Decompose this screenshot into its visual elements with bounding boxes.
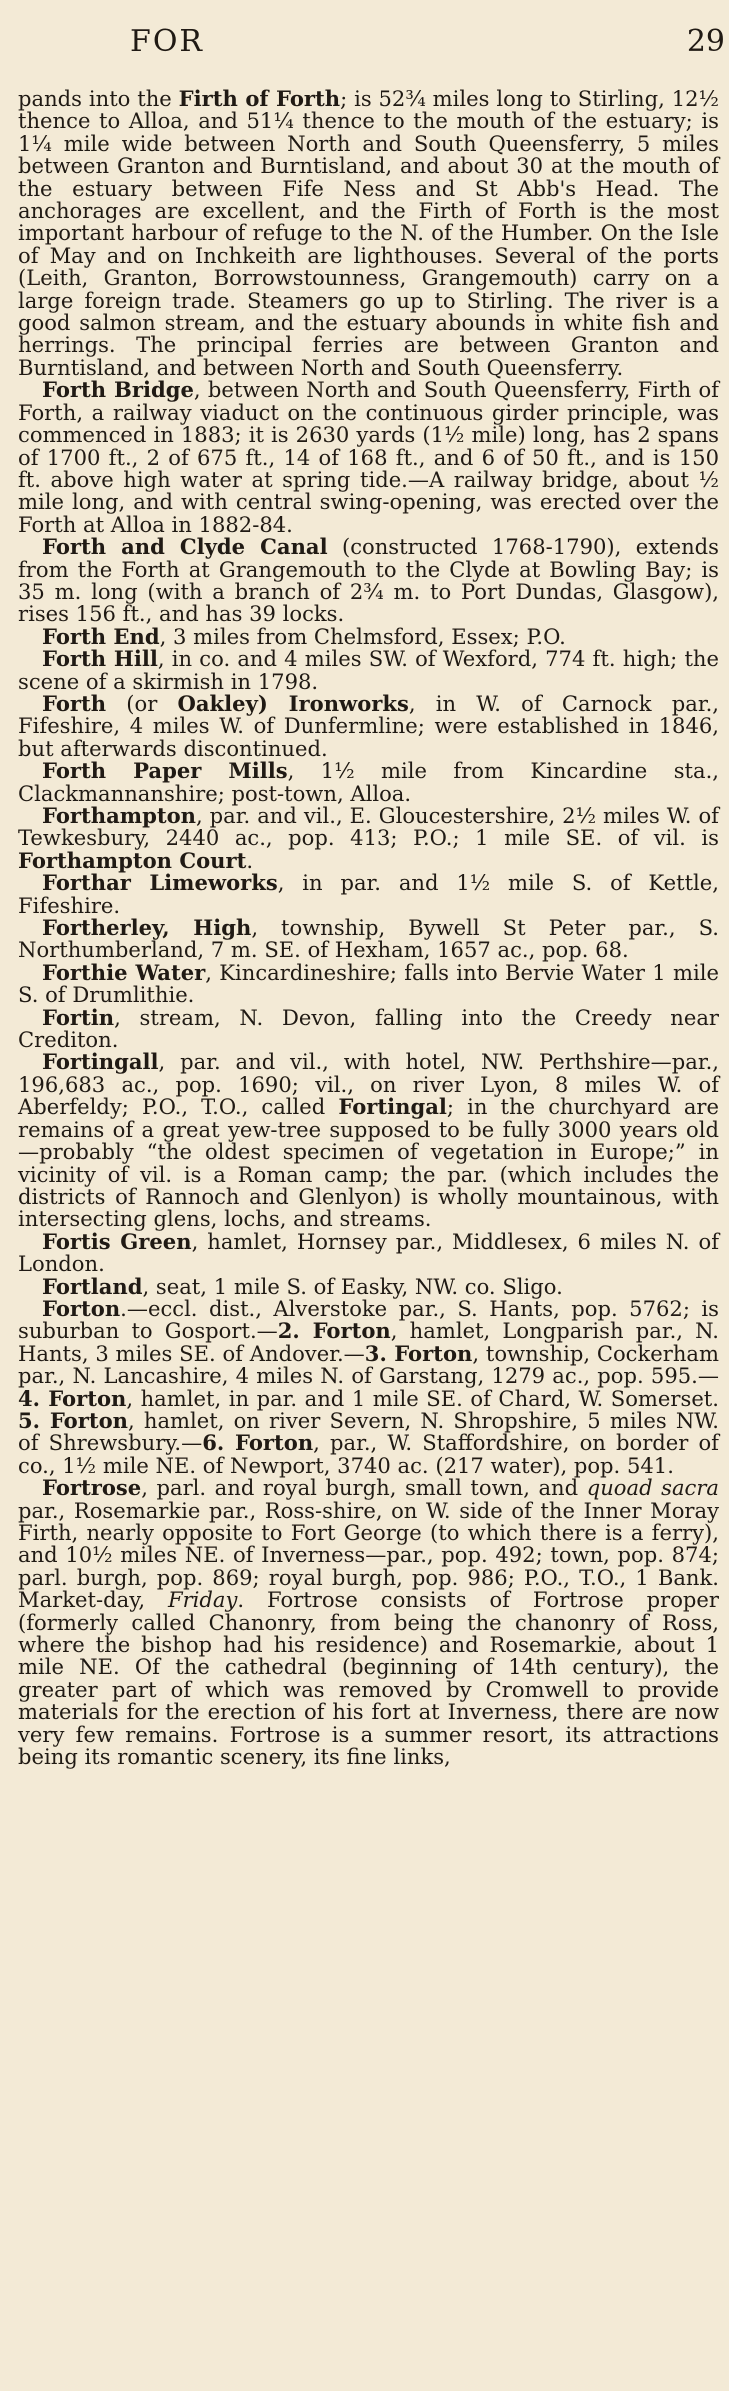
entry-headword: Fortis Green <box>42 1228 192 1254</box>
entry-headword: Fortrose <box>42 1475 142 1501</box>
entry-headword: Forthampton <box>42 803 196 828</box>
gazetteer-entry <box>18 760 719 805</box>
page-number: 29 <box>686 24 725 59</box>
entry-headword: Fortingal <box>338 1094 447 1120</box>
entry-headword: Oakley) Ironworks <box>177 690 409 716</box>
entry-headword: Fortingall <box>42 1049 159 1075</box>
entry-text: , parl. and royal burgh, small town, and <box>141 1475 587 1501</box>
entry-text: , in co. and 4 miles SW. of Wexford, 774 ft. high; the scene of a skirmish in 1798. <box>18 646 719 694</box>
gazetteer-entry <box>18 1004 719 1053</box>
entry-headword: Forthampton Court <box>18 847 247 873</box>
gazetteer-entry <box>18 379 719 536</box>
entry-text: pands into the <box>18 86 179 111</box>
entry-text: , township, Cockerham par., N. Lancashire, 4 miles N. of Garstang, 1279 ac., pop. 595.— <box>18 1340 719 1389</box>
entry-headword: Firth of Forth <box>178 86 341 111</box>
entry-text: , hamlet, on river Severn, N. Shropshire, 5 miles NW. of Shrewsbury.— <box>18 1407 719 1456</box>
gazetteer-entry <box>18 917 719 962</box>
entry-headword: 2. Forton <box>277 1318 391 1344</box>
entry-headword: Fortherley, High <box>42 915 252 941</box>
entry-headword: 6. Forton <box>202 1430 314 1456</box>
gazetteer-entry <box>18 959 719 1008</box>
gazetteer-entry <box>18 872 719 917</box>
entry-text: , hamlet, in par. and 1 mile SE. of Chard, W. Somerset. <box>126 1385 719 1411</box>
entry-text: , Kincardineshire; falls into Bervie Water 1 mile S. of Drumlithie. <box>18 959 719 1008</box>
italic-text: Friday <box>167 1587 238 1613</box>
entry-headword: Forth Hill <box>42 646 158 672</box>
entry-headword: Fortland <box>42 1273 143 1299</box>
entry-text: , township, Bywell St Peter par., S. Northumberland, 7 m. SE. of Hexham, 1657 ac., pop. 68. <box>18 915 719 963</box>
entry-text: , stream, N. Devon, falling into the Creedy near Crediton. <box>18 1004 719 1053</box>
gazetteer-entry <box>18 1295 719 1478</box>
gazetteer-entry <box>18 805 719 872</box>
gazetteer-entry <box>18 88 719 379</box>
entry-headword: Forth Paper Mills <box>42 758 288 784</box>
gazetteer-entry <box>18 623 719 649</box>
entry-text: .—eccl. dist., Alverstoke par., S. Hants, pop. 5762; is suburban to Gosport.— <box>18 1295 719 1344</box>
entry-headword: 3. Forton <box>364 1340 473 1366</box>
entry-text: (constructed 1768-1790), extends from the Forth at Grangemouth to the Clyde at Bowling Bay; is 35 m. long (with a branch of 2¾ m. to Port Dundas, Glasgow), rises 156 ft., and has 39 locks. <box>18 534 719 627</box>
entry-headword: Forth and Clyde Canal <box>42 534 328 560</box>
entry-text: , hamlet, Longparish par., N. Hants, 3 miles SE. of Andover.— <box>18 1318 719 1366</box>
entry-headword: Forthie Water <box>42 959 206 985</box>
gazetteer-entry <box>18 690 719 761</box>
entry-text: (or <box>106 690 178 716</box>
entry-text: par., Rosemarkie par., Ross-shire, on W. side of the Inner Moray Firth, nearly opposite to Fort George (to which there is a ferry), and 10½ miles NE. of Inverness—par., pop. 492; town, pop. 874; parl. burgh, pop. 869; royal burgh, pop. 986; P.O., T.O., 1 Bank. Market-day, <box>18 1497 719 1613</box>
entry-headword: Forthar Limeworks <box>42 870 278 896</box>
running-head: FOR <box>130 24 204 59</box>
entry-text: , between North and South Queensferry, Firth of Forth, a railway viaduct on the continuous girder principle, was commenced in 1883; it is 2630 yards (1½ mile) long, has 2 spans of 1700 ft., 2 of 675 ft., 14 of 168 ft., and 6 of 50 ft., and is 150 ft. above high water at spring tide.—A railway bridge, about ½ mile long, and with central swing-opening, was erected over the Forth at Alloa in 1882-84. <box>18 377 719 537</box>
entry-text: , seat, 1 mile S. of Easky, NW. co. Sligo. <box>142 1273 563 1299</box>
entry-headword: Forton <box>42 1295 121 1321</box>
entry-text: , 3 miles from Chelmsford, Essex; P.O. <box>159 623 566 649</box>
entry-text: , par., W. Staffordshire, on border of co., 1½ mile NE. of Newport, 3740 ac. (217 water), pop. 541. <box>18 1430 719 1478</box>
entry-headword: 5. Forton <box>18 1407 128 1433</box>
entry-text: , in W. of Carnock par., Fifeshire, 4 miles W. of Dunfermline; were established in 1846, but afterwards discontinued. <box>18 690 719 761</box>
entry-text: ; in the churchyard are remains of a great yew-tree supposed to be fully 3000 years old—probably “the oldest specimen of vegetation in Europe;” in vicinity of vil. is a Roman camp; the par. (which includes the districts of Rannoch and Glenlyon) is wholly mountainous, with intersecting glens, lochs, and streams. <box>18 1094 719 1232</box>
entry-text: ; is 52¾ miles long to Stirling, 12½ thence to Alloa, and 51¼ thence to the mouth of the estuary; is 1¼ mile wide between North and South Queensferry, 5 miles between Granton and Burntisland, and about 30 at the mouth of the estuary between Fife Ness and St Abb's Head. The anchorages are excellent, and the Firth of Forth is the most important harbour of refuge to the N. of the Humber. On the Isle of May and on Inchkeith are lighthouses. Several of the ports (Leith, Granton, Borrowstounness, Grangemouth) carry on a large foreign trade. Steamers go up to Stirling. The river is a good salmon stream, and the estuary abounds in white fish and herrings. The principal ferries are between Granton and Burntisland, and between North and South Queensferry. <box>18 86 719 380</box>
page-header <box>18 0 725 88</box>
entry-headword: 4. Forton <box>18 1385 127 1411</box>
gazetteer-column <box>18 88 719 1768</box>
gazetteer-entry <box>18 1477 719 1768</box>
italic-text: quoad sacra <box>586 1475 719 1501</box>
entry-text: . Fortrose consists of Fortrose proper (formerly called Chanonry, from being the chanonry of Ross, where the bishop had his residence) and Rosemarkie, about 1 mile NE. Of the cathedral (beginning of 14th century), the greater part of which was removed by Cromwell to provide materials for the erection of his fort at Inverness, there are now very few remains. Fortrose is a summer resort, its attractions being its romantic scenery, its fine links, <box>18 1587 719 1770</box>
entry-headword: Forth Bridge <box>42 377 194 403</box>
entry-text: , in par. and 1½ mile S. of Kettle, Fifeshire. <box>18 870 719 918</box>
gazetteer-entry <box>18 648 719 693</box>
entry-text: , par. and vil., E. Gloucestershire, 2½ miles W. of Tewkesbury, 2440 ac., pop. 413; P.O.; 1 mile SE. of vil. is <box>18 803 719 851</box>
gazetteer-entry <box>18 1273 719 1299</box>
gazetteer-entry <box>18 536 719 626</box>
gazetteer-entry <box>18 1051 719 1230</box>
entry-headword: Forth End <box>42 623 160 649</box>
entry-headword: Forth <box>42 690 107 716</box>
entry-text: , par. and vil., with hotel, NW. Perthshire—par., 196,683 ac., pop. 1690; vil., on river Lyon, 8 miles W. of Aberfeldy; P.O., T.O., called <box>18 1049 719 1120</box>
entry-text: , hamlet, Hornsey par., Middlesex, 6 miles N. of London. <box>18 1228 719 1277</box>
entry-headword: Fortin <box>42 1004 115 1030</box>
gazetteer-entry <box>18 1228 719 1277</box>
entry-text: . <box>246 847 254 873</box>
entry-text: , 1½ mile from Kincardine sta., Clackmannanshire; post-town, Alloa. <box>18 758 719 806</box>
